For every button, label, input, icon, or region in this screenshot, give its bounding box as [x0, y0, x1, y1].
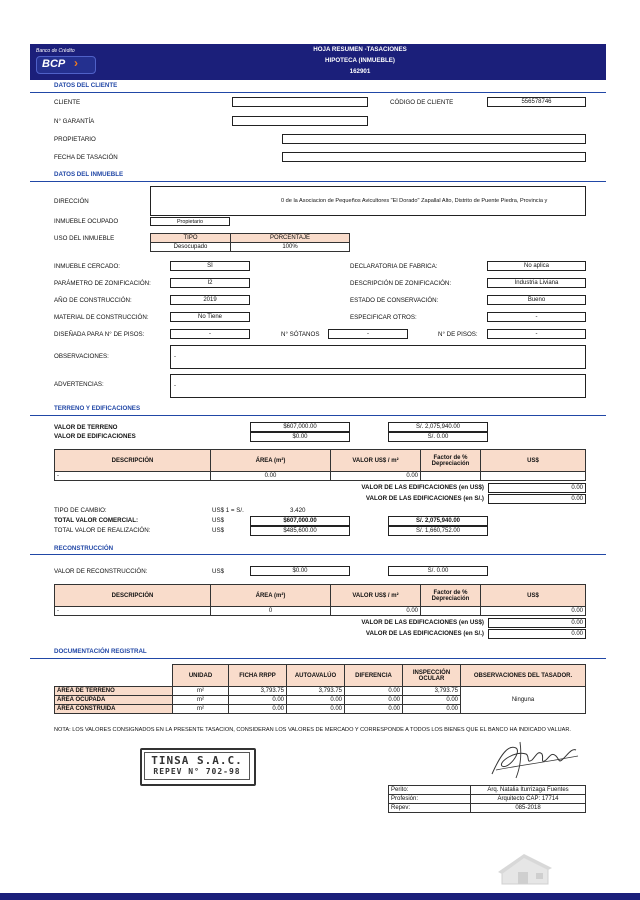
stamp-line1: TINSA S.A.C.: [151, 754, 243, 767]
material-field[interactable]: No Tiene: [170, 312, 250, 322]
param-label: PARÁMETRO DE ZONIFICACIÓN:: [54, 280, 151, 287]
th-factor: Factor de % Depreciación: [421, 450, 481, 472]
perito-repev: 085-2018: [471, 804, 586, 813]
uso-pct: 100%: [231, 243, 350, 252]
realizacion-pen: S/. 1,660,752.00: [388, 526, 488, 536]
estado-field[interactable]: Bueno: [487, 295, 586, 305]
bcp-logo: [32, 46, 100, 76]
anio-field[interactable]: 2019: [170, 295, 250, 305]
doc-title: HOJA RESUMEN -TASACIONES: [313, 46, 407, 53]
fecha-label: FECHA DE TASACIÓN: [54, 154, 118, 161]
house-watermark-icon: [494, 846, 560, 888]
terreno-total-pen: 0.00: [488, 494, 586, 504]
observacion-tasador: Ninguna: [461, 687, 586, 714]
cambio-label: TIPO DE CAMBIO:: [54, 507, 107, 514]
uso-label: USO DEL INMUEBLE: [54, 235, 115, 242]
propietario-field[interactable]: [282, 134, 586, 144]
ocupado-field[interactable]: Propietario: [150, 217, 230, 226]
propietario-label: PROPIETARIO: [54, 136, 96, 143]
anio-label: AÑO DE CONSTRUCCIÓN:: [54, 297, 132, 304]
uso-tipo-header: TIPO: [151, 234, 231, 243]
th-usd: US$: [481, 450, 586, 472]
sotanos-label: N° SÓTANOS: [281, 331, 320, 338]
bank-name-small: Banco de Crédito: [36, 48, 75, 54]
perito-name: Arq. Natalia Iturrizaga Fuentes: [471, 786, 586, 795]
perito-profesion: Arquitecto CAP: 17714: [471, 795, 586, 804]
terreno-table: [54, 449, 586, 481]
doc-number: 162901: [349, 68, 371, 75]
reconstruccion-total-usd: 0.00: [488, 618, 586, 628]
valor-terreno-label: VALOR DE TERRENO: [54, 424, 118, 431]
valor-edif-label: VALOR DE EDIFICACIONES: [54, 433, 136, 440]
fecha-field[interactable]: [282, 152, 586, 162]
section-inmueble: DATOS DEL INMUEBLE: [54, 171, 124, 178]
doc-subtitle: HIPOTECA (INMUEBLE): [325, 57, 395, 64]
advertencias-label: ADVERTENCIAS:: [54, 381, 104, 388]
reconstruccion-table: DESCRIPCIÓN ÁREA (m²) VALOR US$ / m² Factor de % Depreciación US$ - 0 0.00 0.00: [54, 584, 586, 616]
desc-zon-field[interactable]: Industria Liviana: [487, 278, 586, 288]
stamp-line2: REPEV N° 702-98: [153, 767, 241, 776]
section-cliente: DATOS DEL CLIENTE: [54, 82, 118, 89]
direccion-field[interactable]: 0 de la Asociacion de Pequeños Avicultores "El Dorado" Zapallal Alto, Distrito de Puente Piedra, Provincia y: [150, 186, 586, 216]
th-area: ÁREA (m²): [211, 450, 331, 472]
section-reconstruccion: RECONSTRUCCIÓN: [54, 545, 114, 552]
pisos-field[interactable]: -: [487, 329, 586, 339]
cliente-label: CLIENTE: [54, 99, 81, 106]
uso-pct-header: PORCENTAJE: [231, 234, 350, 243]
reconstruccion-total-pen: 0.00: [488, 629, 586, 639]
table-row: - 0.00 0.00: [55, 472, 586, 481]
realizacion-label: TOTAL VALOR DE REALIZACIÓN:: [54, 527, 151, 534]
documentacion-table: UNIDAD FICHA RRPP AUTOAVALÚO DIFERENCIA INSPECCIÓN OCULAR OBSERVACIONES DEL TASADOR. ÁREA DE TERRENO m² 3,793.75 3,793.75 0.00 3,793.75 Ninguna ÁREA OCUPADA m² 0.00 0.00 0.00 0.00 ÁREA CONSTRUIDA m² 0.00 0.00 0.00 0.00: [54, 664, 586, 714]
nota: NOTA: LOS VALORES CONSIGNADOS EN LA PRESENTE TASACION, CONSIDERAN LOS VALORES DE MERCADO Y CORRESPONDE A TODOS LOS BIENES QUE EL BANCO HA INDICADO VALUAR.: [54, 727, 571, 733]
especificar-field[interactable]: -: [487, 312, 586, 322]
cliente-field[interactable]: [232, 97, 368, 107]
perito-table: Perito: Arq. Natalia Iturrizaga Fuentes Profesión: Arquitecto CAP: 17714 Repev: 085-2018: [388, 785, 586, 813]
cercado-field[interactable]: SÍ: [170, 261, 250, 271]
direccion-label: DIRECCIÓN: [54, 198, 89, 205]
section-documentacion: DOCUMENTACIÓN REGISTRAL: [54, 648, 147, 655]
estado-label: ESTADO DE CONSERVACIÓN:: [350, 297, 439, 304]
th-valor: VALOR US$ / m²: [331, 450, 421, 472]
reconstruccion-total-usd-label: VALOR DE LAS EDIFICACIONES (en US$): [361, 619, 484, 626]
material-label: MATERIAL DE CONSTRUCCIÓN:: [54, 314, 149, 321]
cambio-eq: US$ 1 = S/.: [212, 507, 244, 514]
comercial-label: TOTAL VALOR COMERCIAL:: [54, 517, 139, 524]
disenada-field[interactable]: -: [170, 329, 250, 339]
disenada-label: DISEÑADA PARA N° DE PISOS:: [54, 331, 145, 338]
codigo-cliente-label: CÓDIGO DE CLIENTE: [390, 99, 454, 106]
comercial-pen: S/. 2,075,940.00: [388, 516, 488, 526]
ocupado-label: INMUEBLE OCUPADO: [54, 218, 119, 225]
especificar-label: ESPECIFICAR OTROS:: [350, 314, 417, 321]
comercial-usd: $607,000.00: [250, 516, 350, 526]
reconstruccion-usd: $0.00: [250, 566, 350, 576]
realizacion-usd: $485,600.00: [250, 526, 350, 536]
reconstruccion-label: VALOR DE RECONSTRUCCIÓN:: [54, 568, 148, 575]
declaratoria-label: DECLARATORIA DE FABRICA:: [350, 263, 438, 270]
codigo-cliente-field[interactable]: 556578746: [487, 97, 586, 107]
uso-table: [150, 233, 350, 252]
param-field[interactable]: I2: [170, 278, 250, 288]
th-descripcion: DESCRIPCIÓN: [55, 450, 211, 472]
table-row: - 0 0.00 0.00: [55, 607, 586, 616]
valor-edif-usd: $0.00: [250, 432, 350, 442]
declaratoria-field[interactable]: No aplica: [487, 261, 586, 271]
pisos-label: N° DE PISOS:: [438, 331, 478, 338]
cambio-value: 3.420: [290, 507, 306, 514]
garantia-label: N° GARANTÍA: [54, 118, 95, 125]
sotanos-field[interactable]: -: [328, 329, 408, 339]
reconstruccion-total-pen-label: VALOR DE LAS EDIFICACIONES (en S/.): [365, 630, 484, 637]
advertencias-field[interactable]: -: [170, 374, 586, 398]
chevron-right-icon: ›: [74, 56, 78, 70]
valor-terreno-usd: $607,000.00: [250, 422, 350, 432]
terreno-total-pen-label: VALOR DE LAS EDIFICACIONES (en S/.): [365, 495, 484, 502]
tinsa-stamp: [140, 748, 256, 786]
signature: [486, 736, 582, 782]
section-terreno: TERRENO Y EDIFICACIONES: [54, 405, 141, 412]
terreno-total-usd: 0.00: [488, 483, 586, 493]
table-row: ÁREA OCUPADA m² 0.00 0.00 0.00 0.00: [55, 696, 586, 705]
valor-terreno-pen: S/. 2,075,940.00: [388, 422, 488, 432]
bank-logo-text: BCP: [42, 58, 66, 70]
valor-edif-pen: S/. 0.00: [388, 432, 488, 442]
table-row: ÁREA DE TERRENO m² 3,793.75 3,793.75 0.00 3,793.75 Ninguna: [55, 687, 586, 696]
uso-tipo: Desocupado: [151, 243, 231, 252]
garantia-field[interactable]: [232, 116, 368, 126]
desc-zon-label: DESCRIPCIÓN DE ZONIFICACIÓN:: [350, 280, 452, 287]
observaciones-label: OBSERVACIONES:: [54, 353, 109, 360]
cercado-label: INMUEBLE CERCADO:: [54, 263, 121, 270]
reconstruccion-pen: S/. 0.00: [388, 566, 488, 576]
terreno-total-usd-label: VALOR DE LAS EDIFICACIONES (en US$): [361, 484, 484, 491]
table-row: ÁREA CONSTRUIDA m² 0.00 0.00 0.00 0.00: [55, 705, 586, 714]
observaciones-field[interactable]: -: [170, 345, 586, 369]
footer-bar: [0, 893, 640, 900]
